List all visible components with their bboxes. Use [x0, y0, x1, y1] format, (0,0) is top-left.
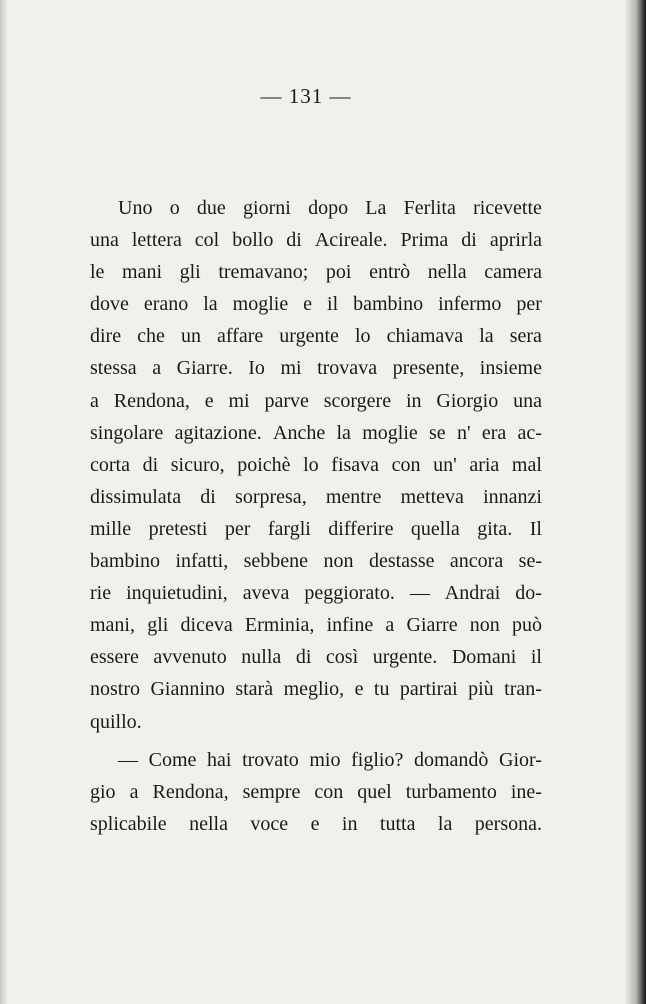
text-line: stessa a Giarre. Io mi trovava presente, insieme [90, 357, 542, 380]
text-line: dove erano la moglie e il bambino infermo per [90, 293, 542, 316]
text-line: — Come hai trovato mio figlio? domandò Gior- [118, 748, 542, 771]
body-text [90, 192, 542, 840]
text-line: una lettera col bollo di Acireale. Prima di aprirla [90, 229, 542, 252]
text-line: le mani gli tremavano; poi entrò nella camera [90, 261, 542, 284]
text-line: a Rendona, e mi parve scorgere in Giorgio una [90, 389, 542, 412]
text-line: mille pretesti per fargli differire quella gita. Il [90, 517, 542, 540]
text-line: bambino infatti, sebbene non destasse ancora se- [90, 550, 542, 573]
text-line: nostro Giannino starà meglio, e tu partirai più tran- [90, 678, 542, 701]
page-left-edge-shadow [0, 0, 8, 1004]
text-line: Uno o due giorni dopo La Ferlita ricevette [118, 197, 542, 219]
text-line: corta di sicuro, poichè lo fisava con un' aria mal [90, 453, 542, 476]
text-line: quillo. [90, 710, 142, 733]
text-line: essere avvenuto nulla di così urgente. Domani il [90, 646, 542, 669]
text-line: singolare agitazione. Anche la moglie se n' era ac- [90, 421, 542, 444]
page-spine-shadow [624, 0, 646, 1004]
text-line: splicabile nella voce e in tutta la persona. [90, 812, 542, 835]
text-line: mani, gli diceva Erminia, infine a Giarre non può [90, 614, 542, 637]
text-line: dissimulata di sorpresa, mentre metteva innanzi [90, 485, 542, 508]
text-line: rie inquietudini, aveva peggiorato. — Andrai do- [90, 582, 542, 605]
paragraph-container [90, 192, 542, 840]
page-number: — 131 — [260, 84, 352, 108]
paragraph [90, 192, 542, 738]
paragraph [90, 744, 542, 840]
text-line: dire che un affare urgente lo chiamava la sera [90, 325, 542, 348]
text-line: gio a Rendona, sempre con quel turbamento ine- [90, 780, 542, 803]
